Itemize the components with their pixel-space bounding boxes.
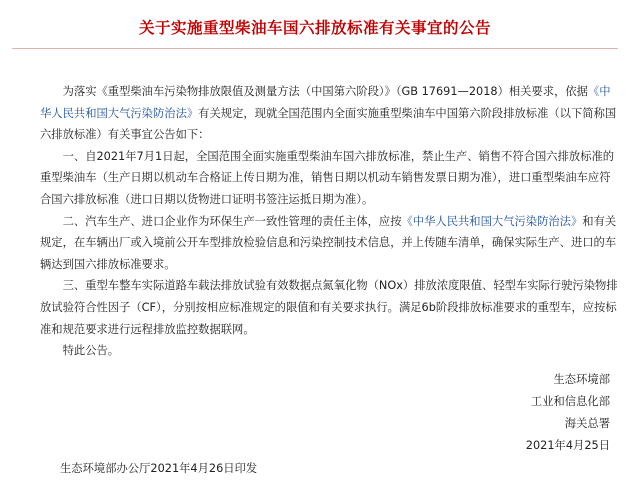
item-two-text-end: 和有关规定，在车辆出厂或入境前公开车型排放检验信息和污染控制技术信息，并上传随车清单，确保实际生产、进口的车辆达到国六排放标准要求。	[40, 214, 617, 271]
signatory-miit: 工业和信息化部	[530, 395, 610, 408]
intro-text-start: 为落实《重型柴油车污染物排放限值及测量方法（中国第六阶段）》（GB 17691—2018）相关要求，依据	[62, 85, 588, 98]
signatory-customs: 海关总署	[564, 417, 610, 430]
air-pollution-law-link-2[interactable]: 《中华人民共和国大气污染防治法》	[401, 214, 583, 228]
air-pollution-law-link[interactable]: 《中华人民共和国大气污染防治法》	[40, 85, 611, 120]
closing-text: 特此公告。	[62, 344, 120, 358]
intro-text-end: 有关规定，现就全国范围内全面实施重型柴油车中国第六阶段排放标准（以下简称国六排放标准）有关事宜公告如下：	[40, 106, 617, 142]
print-footer: 生态环境部办公厅2021年4月26日印发	[60, 462, 258, 475]
title-divider	[12, 48, 618, 49]
notice-date: 2021年4月25日	[525, 439, 610, 452]
item-two-paragraph	[40, 211, 618, 276]
item-two-text-start: 二、汽车生产、进口企业作为环保生产一致性管理的责任主体，应按	[62, 214, 402, 228]
item-three-paragraph: 三、重型车整车实际道路车载法排放试验有效数据点氮氧化物（NOx）排放浓度限值、轻型车实际行驶污染物排放试验符合性因子（CF），分别按相应标准规定的限值和有关要求执行。满足6b阶段排放标准要求的重型车，应按标准和规范要求进行远程排放监控数据联网。	[40, 279, 618, 336]
item-one-paragraph: 一、自2021年7月1日起，全国范围全面实施重型柴油车国六排放标准，禁止生产、销售不符合国六排放标准的重型柴油车（生产日期以机动车合格证上传日期为准，销售日期以机动车销售发票日期为准），进口重型柴油车应符合国六排放标准（进口日期以货物进口证明书签注运抵日期为准）。	[40, 149, 615, 206]
notice-body	[40, 81, 618, 362]
intro-paragraph	[40, 81, 618, 146]
signatory-mee: 生态环境部	[553, 373, 610, 386]
notice-title: 关于实施重型柴油车国六排放标准有关事宜的公告	[138, 19, 491, 37]
